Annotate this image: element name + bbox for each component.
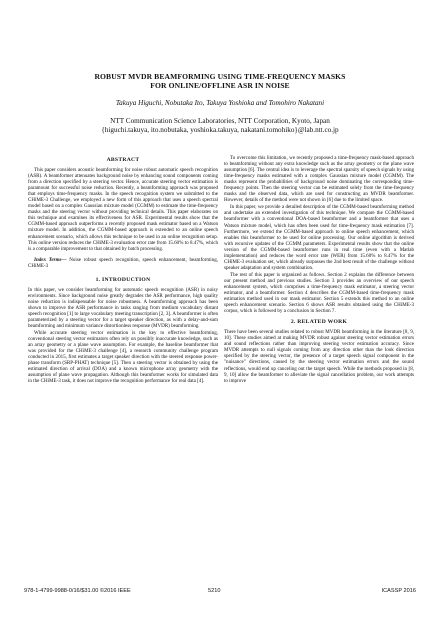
paper-title — [40, 72, 400, 90]
affiliation-emails: {higuchi.takuya, ito.nobutaka, yoshioka.takuya, nakatani.tomohiko}@lab.ntt.co.jp — [101, 126, 339, 135]
left-column — [28, 155, 218, 386]
right-column — [224, 155, 414, 385]
page-footer — [24, 588, 416, 596]
body-paragraph-2: In this paper, we provide a detailed description of the CGMM-based beamforming method and undertake an extended investigation of this technique. We compare the CGMM-based beamformer with a conventional DOA-based beamformer and a beamformer that uses a Watson mixture model, which has often been used for time-frequency mask estimation [7]. Furthermore, we extend the CGMM-based approach to online speech enhancement, which enables this beamformer to be used for online processing. Our online algorithm is derived with recursive updates of the CGMM parameters. Experimental results show that the online version of the CGMM-based beamformer runs in real time (even with a Matlab implementation) and reduces the word error rate (WER) from 15.60% to 8.47% for the CHiME-3 evaluation set, which already surpasses the 2nd best result of the challenge without speaker adaptation and system combination. — [224, 204, 414, 271]
introduction-paragraph-1: In this paper, we consider beamforming for automatic speech recognition (ASR) in noisy environments. Since background noise greatly degrades the ASR performance, high quality noise reduction is indispensable for noise robustness. A beamforming approach has been shown to improve the ASR performance in tasks ranging from medium vocabulary distant speech recognition [1] to large vocabulary meeting transcription [2, 3]. A beamformer is often parameterized by a steering vector for a target speaker direction, as with a delay-and-sum beamforming and minimum variance distortionless response (MVDR) beamforming. — [28, 286, 218, 330]
abstract-text: This paper considers acoustic beamforming for noise robust automatic speech recognition (ASR). A beamformer attenuates background noise by enhancing sound components coming from a direction specified by a steering vector. Hence, accurate steering vector estimation is paramount for successful noise reduction. Recently, a beamforming approach was proposed that employs time-frequency masks. In the speech recognition system we submitted to the CHiME-3 Challenge, we employed a new form of this approach that uses a speech spectral model based on a complex Gaussian mixture model (CGMM) to estimate the time-frequency masks and the steering vector without providing technical details. This paper elaborates on this technique and examines its effectiveness for ASR. Experimental results show that the CGMM-based approach outperforms a recently proposed mask estimator based on a Watson mixture model. In addition, the CGMM-based approach is extended to an online speech enhancement scenario, which allows this technique to be used in an online recognition setup. This online version reduces the CHiME-3 evaluation error rate from 15.60% to 8.47%, which is a comparable improvement to that obtained by batch processing. — [28, 167, 218, 252]
introduction-paragraph-2: While accurate steering vector estimation is the key to effective beamforming, conventional steering vector estimators often rely on possibly inaccurate knowledge, such as an array geometry or a plane wave assumption. For example, the baseline beamformer that was provided for the CHiME-3 challenge [4], a research community challenge program conducted in 2015, first estimates a target speaker direction with the steered response power-phase transform (SRP-PHAT) technique [5]. Then a steering vector is obtained by using the estimated direction of arrival (DOA) and a known microphone array geometry with the assumption of plane wave propagation. Although this beamformer works for simulated data in the CHiME-3 task, it does not improve the recognition performance for real data [4]. — [28, 330, 218, 385]
abstract-heading: ABSTRACT — [106, 157, 140, 163]
affiliation — [40, 117, 400, 135]
related-work-heading: 2. RELATED WORK — [290, 319, 348, 326]
title-line-2: FOR ONLINE/OFFLINE ASR IN NOISE — [150, 81, 290, 90]
index-terms — [28, 257, 218, 269]
body-paragraph-3: The rest of this paper is organized as follows. Section 2 explains the difference between our present method and previous studies. Section 3 provides an overview of our speech enhancement system, which comprises a time-frequency mask estimator, a steering vector estimator, and a beamformer. Section 4 describes the CGMM-based time-frequency mask estimation method used in our mask estimator. Section 5 extends this method to an online speech enhancement scenario. Section 6 shows ASR results obtained using the CHiME-3 corpus, which is followed by a conclusion in Section 7. — [224, 271, 414, 315]
related-work-paragraph: There have been several studies related to robust MVDR beamforming in the literature [8, 9, 10]. These studies aimed at making MVDR robust against steering vector estimation errors and sound reflections rather than improving steering vector estimation accuracy. Since MVDR attempts to null signals coming from any direction other than the look direction specified by the steering vector, the presence of a target speech signal component in the "nuisance" directions, caused by the steering vector estimation errors and the sound reflections, would end up canceling out the target speech. While the methods proposed in [8, 9, 10] allow the beamformer to alleviate the signal cancellation problem, our work attempts to improve — [224, 329, 414, 384]
footer-conference: ICASSP 2016 — [381, 588, 416, 594]
body-paragraph-1: To overcome this limitation, we recently proposed a time-frequency mask-based approach to beamforming without any extra knowledge such as the array geometry or the plane wave assumption [6]. The central idea is to leverage the spectral sparsity of speech signals by using time-frequency masks estimated with a complex Gaussian mixture model (CGMM). The masks represent the probabilities of background noise dominating the corresponding time-frequency points. Then the steering vector can be estimated solely from the time-frequency masks and the observed data, which are used for constructing an MVDR beamformer. However, details of the method were not shown in [6] due to the limited space. — [224, 155, 414, 204]
footer-isbn: 978-1-4799-9988-0/16/$31.00 ©2016 IEEE — [24, 588, 131, 594]
index-terms-text: Noise robust speech recognition, speech enhancement, beamforming, CHiME-3 — [28, 256, 218, 269]
affiliation-institution: NTT Communication Science Laboratories, NTT Corporation, Kyoto, Japan — [110, 117, 330, 125]
author-list: Takuya Higuchi, Nobutaka Ito, Takuya Yoshioka and Tomohiro Nakatani — [115, 99, 325, 107]
introduction-heading: 1. INTRODUCTION — [95, 276, 151, 283]
index-terms-label: Index Terms— — [34, 256, 67, 263]
title-line-1: ROBUST MVDR BEAMFORMING USING TIME-FREQUENCY MASKS — [94, 72, 346, 81]
footer-page-number: 5210 — [208, 588, 221, 594]
